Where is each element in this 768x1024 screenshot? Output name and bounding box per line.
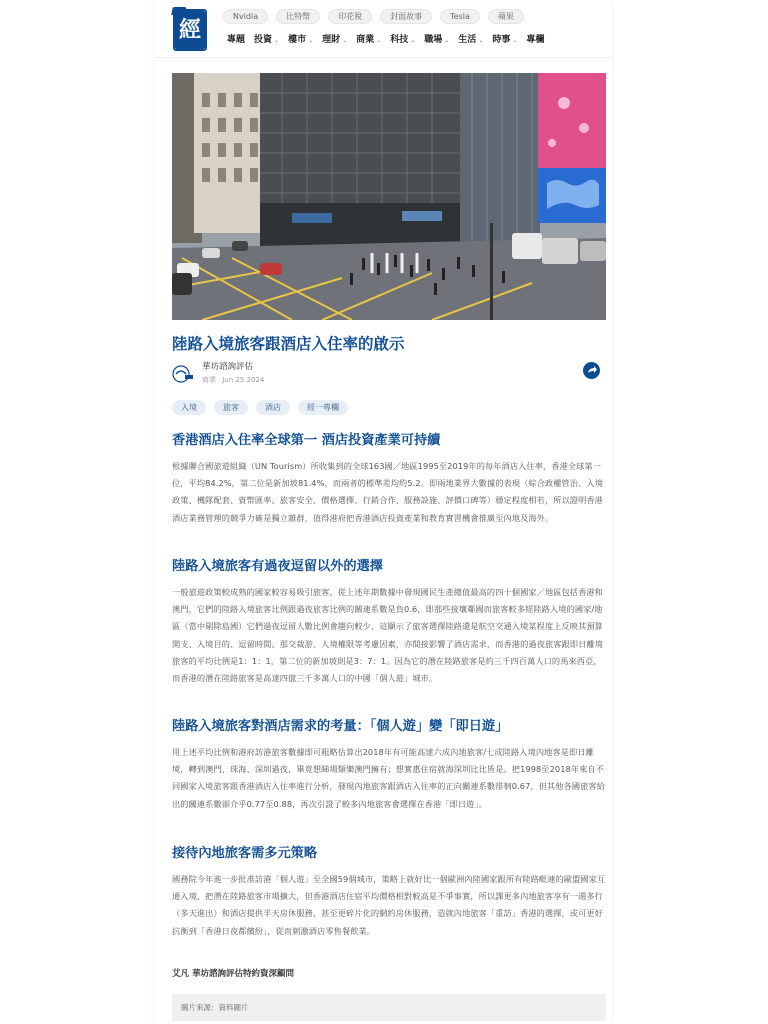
main-nav (227, 33, 544, 48)
trending-pill[interactable]: 比特幣 (276, 9, 320, 24)
image-source-text: 圖片來源：資料圖片 (181, 1003, 249, 1012)
logo-character: 經 (178, 17, 201, 43)
tag-chip[interactable]: 酒店 (256, 400, 290, 415)
share-button[interactable] (583, 362, 600, 379)
nav-item-tech[interactable]: 科技 ⌄ (390, 35, 416, 45)
nav-item-property[interactable]: 樓市 ⌄ (288, 35, 314, 45)
nav-item-invest[interactable]: 投資 ⌄ (254, 35, 280, 45)
chevron-down-icon: ⌄ (274, 37, 280, 44)
nav-item-finance[interactable]: 理財 ⌄ (322, 35, 348, 45)
street-scene-illustration (172, 73, 606, 320)
author-name[interactable]: 華坊諮詢評估 (202, 362, 254, 372)
section-heading: 陸路入境旅客有過夜逗留以外的選擇 (172, 559, 383, 574)
section-body: 根據聯合國旅遊組織（UN Tourism）所收集到的全球163國／地區1995至2019年的每年酒店入住率，香港全球第一位，平均84.2%，第二位是新加坡81.4%，而兩者的標準差均約5.2。即兩地業界大數據的表現（綜合政權管治、入境政策、機隊配套、資幣匯率、旅客安全、價格選擇、行銷合作、服務設施、評價口碑等）穩定程度相若，所以證明香港酒店業務管理的競爭力確是獨立雜群，值得港府把香港酒店投資產業和教育實習機會推廣至內地及海外。 (172, 461, 603, 523)
nav-item-topics[interactable]: 專題 (227, 35, 246, 45)
nav-item-business[interactable]: 商業 ⌄ (356, 35, 382, 45)
tag-chip[interactable]: 經一專欄 (298, 400, 348, 415)
nav-item-career[interactable]: 職場 ⌄ (424, 35, 450, 45)
section-heading: 香港酒店入住率全球第一 酒店投資產業可持續 (172, 433, 441, 448)
chevron-down-icon: ⌄ (444, 37, 450, 44)
article-page (155, 0, 612, 1024)
section-body: 用上述平均比例和港府訪港旅客數據即可粗略估算出2018年有可能高達六成內地旅客/七成陸路入境內地客是即日離境，轉到澳門、珠海、深圳過夜，畢竟想睇場類樂澳門擁有；想實惠住宿就海深圳比比皆是。把1998至2018年來自不同國家入境旅客跟香港酒店入住率進行分析，發現內地旅客跟酒店入住率的正向關連系數徘徊0.67，但其他各國旅客給出的關連系數卻介乎0.77至0.88，再次引證了較多內地旅客會選擇在香港「即日遊」。 (172, 747, 606, 809)
trending-topics (223, 9, 524, 25)
article-tags (172, 400, 348, 415)
tag-chip[interactable]: 入境 (172, 400, 206, 415)
chevron-down-icon: ⌄ (376, 37, 382, 44)
nav-item-columns[interactable]: 專欄 (526, 35, 545, 45)
site-logo[interactable] (172, 5, 208, 51)
trending-pill[interactable]: 封面故事 (380, 9, 432, 24)
article-title: 陸路入境旅客跟酒店入住率的啟示 (172, 335, 405, 353)
share-arrow-icon (583, 362, 600, 379)
chevron-down-icon: ⌄ (478, 37, 484, 44)
chevron-down-icon: ⌄ (342, 37, 348, 44)
nav-item-lifestyle[interactable]: 生活 ⌄ (458, 35, 484, 45)
article-category[interactable]: 商業 (202, 376, 216, 384)
nav-item-news[interactable]: 時事 ⌄ (492, 35, 518, 45)
trending-pill[interactable]: 蘋果 (488, 9, 524, 24)
article-date: Jun 25 2024 (222, 376, 265, 384)
hero-image (172, 73, 606, 320)
image-source-box (172, 994, 606, 1021)
section-body: 國務院今年進一步批准訪港「個人遊」至全國59個城市，策略上就好比一個歐洲內陸國家跟所有陸路毗連的歐盟國家互通入境，把潛在陸路旅客市場擴大，但香港酒店住宿平均價格相對較高是不爭事實，所以課更多內地旅客享有一週多行（多天進出）和酒店提供半天房休服務，甚至更碎片化的網約房休服務，造就內地旅客「重訪」香港的選擇，或可更好抗衡到「香港日夜都繽紛」，從而刺激酒店零售餐飲業。 (172, 874, 606, 936)
author-logo-icon[interactable] (172, 365, 194, 383)
article-byline: 艾凡 華坊諮詢評估特約資深顧問 (172, 969, 294, 979)
trending-pill[interactable]: 印花稅 (328, 9, 372, 24)
section-heading: 接待內地旅客需多元策略 (172, 846, 318, 861)
chevron-down-icon: ⌄ (512, 37, 518, 44)
article-meta (202, 375, 264, 385)
trending-pill[interactable]: Nvidia (223, 9, 268, 24)
site-header (155, 0, 612, 58)
author-bar (172, 362, 606, 386)
tag-chip[interactable]: 旅客 (214, 400, 248, 415)
chevron-down-icon: ⌄ (410, 37, 416, 44)
trending-pill[interactable]: Tesla (440, 9, 480, 24)
section-heading: 陸路入境旅客對酒店需求的考量：「個人遊」變「即日遊」 (172, 719, 509, 734)
section-body: 一般旅遊政策較成熟的國家較容易吸引旅客，從上述年期數據中發現國民生產總值最高的四十個國家／地區包括香港和澳門，它們的陸路入境旅客比例跟過夜旅客比例的關連系數是負0.6，即那些接壤鄰國而旅客較多經陸路入境的國家/地區（當中剔除島國）它們過夜逗留人數比例會趨向較少，這顯示了旅客選擇陸路還是航空交通入境某程度上反映其預算開支、入境目的、逗留時間、那交裁游、人境權限等考慮因素，亦間接影響了酒店需求，而香港的過夜旅客跟即日離境旅客的平均比例是1：1：1，第二位的新加坡則是3：7：1。因為它的潛在陸路旅客是約三千四百萬人口的馬來西亞，而香港的潛在陸路旅客是高達四億三千多萬人口的中國「個人遊」城市。 (172, 587, 603, 684)
chevron-down-icon: ⌄ (308, 37, 314, 44)
